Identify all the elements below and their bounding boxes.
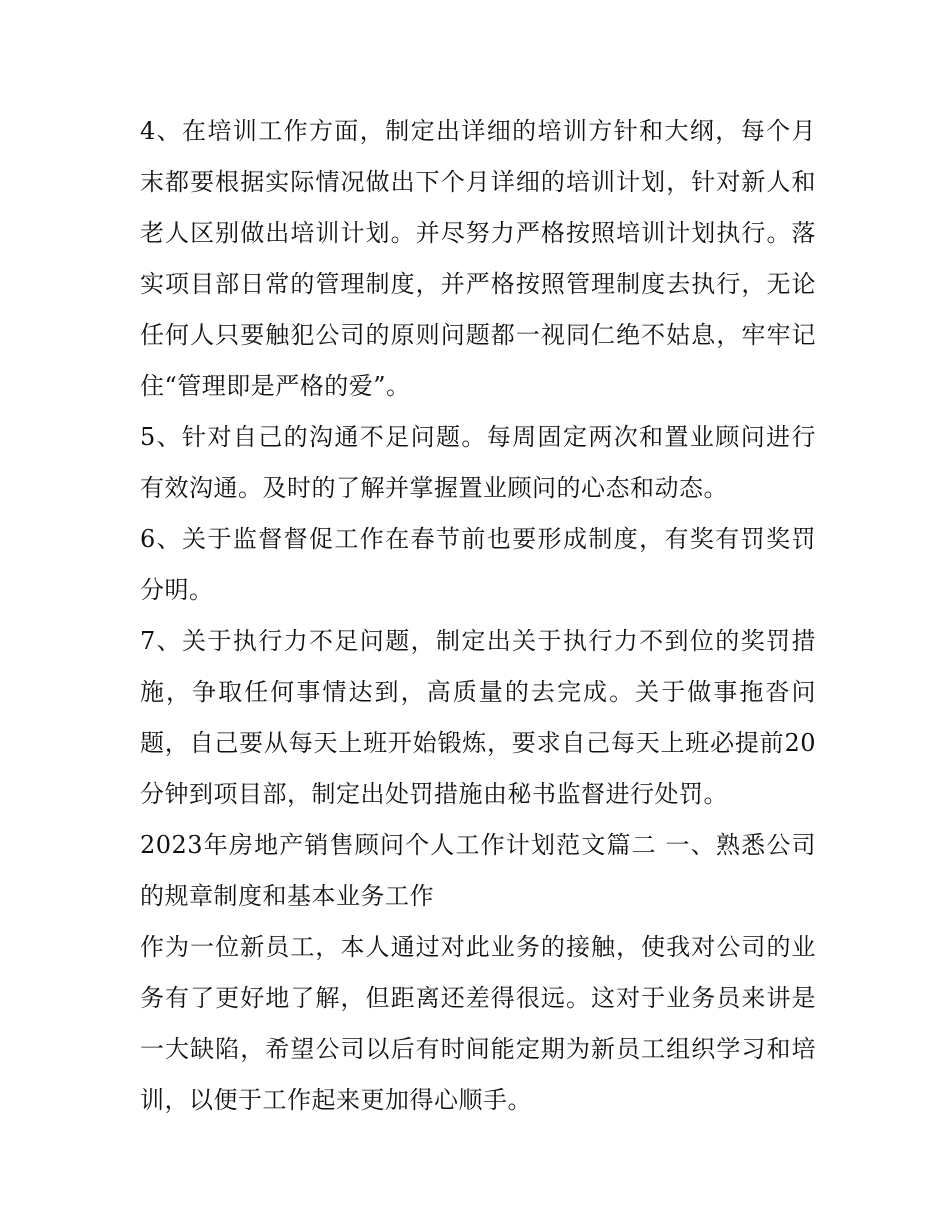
- document-body: [140, 106, 816, 1126]
- paragraph-item-4: 4、在培训工作方面，制定出详细的培训方针和大纲，每个月末都要根据实际情况做出下个月详细的培训计划，针对新人和老人区别做出培训计划。并尽努力严格按照培训计划执行。落实项目部日常的管理制度，并严格按照管理制度去执行，无论任何人只要触犯公司的原则问题都一视同仁绝不姑息，牢牢记住“管理即是严格的爱”。: [140, 117, 816, 400]
- paragraph-new-employee: 作为一位新员工，本人通过对此业务的接触，使我对公司的业务有了更好地了解，但距离还差得很远。这对于业务员来讲是一大缺陷，希望公司以后有时间能定期为新员工组织学习和培训，以便于工作起来更加得心顺手。: [140, 933, 816, 1114]
- paragraph-item-6: 6、关于监督督促工作在春节前也要形成制度，有奖有罚奖罚分明。: [140, 525, 816, 604]
- paragraph-item-5: 5、针对自己的沟通不足问题。每周固定两次和置业顾问进行有效沟通。及时的了解并掌握置业顾问的心态和动态。: [140, 423, 816, 502]
- section-heading: 2023年房地产销售顾问个人工作计划范文篇二 一、熟悉公司的规章制度和基本业务工作: [140, 831, 816, 910]
- paragraph-item-7: 7、关于执行力不足问题，制定出关于执行力不到位的奖罚措施，争取任何事情达到，高质量的去完成。关于做事拖沓问题，自己要从每天上班开始锻炼，要求自己每天上班必提前20分钟到项目部，制定出处罚措施由秘书监督进行处罚。: [140, 627, 816, 808]
